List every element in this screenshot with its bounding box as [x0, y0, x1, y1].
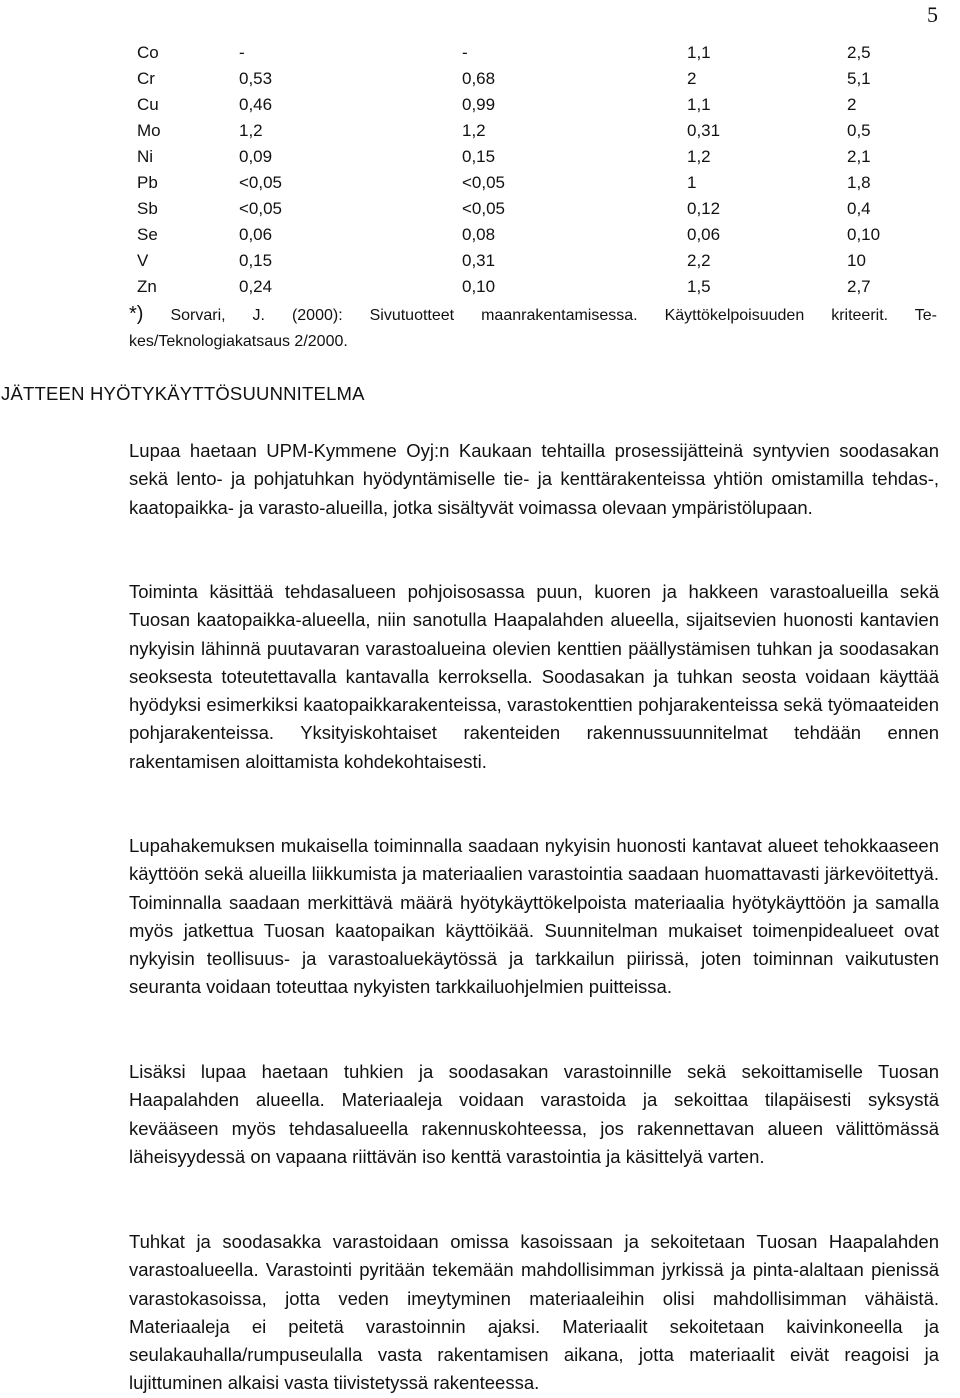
value-cell: 0,15	[462, 147, 496, 166]
value-cell: 10	[847, 251, 866, 270]
value-cell: <0,05	[239, 173, 283, 192]
table-row	[129, 222, 907, 248]
paragraph-operation-scope: Toiminta käsittää tehdasalueen pohjoisosassa puun, kuoren ja hakkeen varastoalueilla sekä Tuosan kaatopaikka-alueella, niin sanotulla Haapalahden alueella, sijaitsevien huonosti kantavien nykyisin lähinnä puutavaran varastoalueina olevien kenttien päällystämisen tuhkan ja soodasakan seoksesta toteutettavalla kantavalla kerroksella. Soodasakan ja tuhkan seosta voidaan käyttää hyödyksi esimerkiksi kaatopaikkarakenteissa, varastokenttien pohjarakenteissa sekä työmaateiden pohjarakenteissa. Yksityiskohtaiset rakenteiden rakennussuunnitelmat tehdään ennen rakentamisen aloittamista kohdekohtaisesti.	[129, 581, 939, 772]
element-symbol-cell: Co	[137, 43, 159, 62]
element-symbol-cell: Pb	[137, 173, 158, 192]
value-cell: 1,2	[239, 121, 263, 140]
section-heading: JÄTTEEN HYÖTYKÄYTTÖSUUNNITELMA	[1, 383, 365, 404]
value-cell: 1,1	[687, 43, 711, 62]
value-cell: 1,5	[687, 277, 711, 296]
element-symbol-cell: Mo	[137, 121, 161, 140]
value-cell: 2,2	[687, 251, 711, 270]
value-cell: 0,12	[687, 199, 721, 218]
element-symbol-cell: Cu	[137, 95, 159, 114]
value-cell: <0,05	[462, 173, 506, 192]
element-symbol-cell: Se	[137, 225, 158, 244]
value-cell: 0,53	[239, 69, 273, 88]
table-row	[129, 66, 907, 92]
value-cell: 0,31	[462, 251, 496, 270]
value-cell: 1	[687, 173, 697, 192]
footnote-reference-continued: kes/Teknologiakatsaus 2/2000.	[129, 333, 348, 350]
value-cell: 0,99	[462, 95, 496, 114]
element-symbol-cell: V	[137, 251, 149, 270]
value-cell: 1,2	[462, 121, 486, 140]
element-symbol-cell: Sb	[137, 199, 158, 218]
value-cell: 0,06	[687, 225, 721, 244]
value-cell: 0,24	[239, 277, 273, 296]
element-symbol-cell: Cr	[137, 69, 155, 88]
value-cell: 0,5	[847, 121, 871, 140]
table-body	[129, 40, 907, 300]
table-row	[129, 196, 907, 222]
value-cell: 0,46	[239, 95, 273, 114]
value-cell: 2	[687, 69, 697, 88]
value-cell: -	[239, 43, 245, 62]
table-row	[129, 170, 907, 196]
value-cell: 2	[847, 95, 857, 114]
value-cell: 0,08	[462, 225, 496, 244]
value-cell: 2,7	[847, 277, 871, 296]
value-cell: 0,15	[239, 251, 273, 270]
value-cell: 0,09	[239, 147, 273, 166]
value-cell: 1,1	[687, 95, 711, 114]
paragraph-storage-method: Tuhkat ja soodasakka varastoidaan omissa kasoissaan ja sekoitetaan Tuosan Haapalahden varastoalueella. Varastointi pyritään tekemään mahdollisimman jyrkissä ja pinta-alaltaan pienissä varastokasoissa, jotta veden imeytyminen materiaaleihin olisi mahdollisimman vähäistä. Materiaaleja ei peitetä varastoinnin ajaksi. Materiaalit sekoitetaan kaivinkoneella ja seulakauhalla/rumpuseulalla vasta rakentamisen aikana, jotta materiaalit eivät reagoisi ja lujittuminen alkaisi vasta tiivistetyssä rakenteessa.	[129, 1231, 939, 1394]
value-cell: <0,05	[462, 199, 506, 218]
element-concentration-table	[129, 40, 907, 300]
footnote-reference: Sorvari, J. (2000): Sivutuotteet maanrakentamisessa. Käyttökelpoisuuden kriteerit. Te-	[170, 307, 938, 324]
paragraph-benefits: Lupahakemuksen mukaisella toiminnalla saadaan nykyisin huonosti kantavat alueet tehokkaaseen käyttöön sekä alueilla liikkumista ja materiaalien varastointia saadaan huomattavasti järkevöitettyä. Toiminnalla saadaan merkittävä määrä hyötykäyttökelpoista materiaalia hyötykäyttöön ja samalla myös jatkettua Tuosan kaatopaikan käyttöikää. Suunnitelman mukaiset toimenpidealueet ovat nykyisin teollisuus- ja varastoaluekäytössä ja tarkkailun piirissä, joten toiminnan vaikutusten seuranta voidaan toteuttaa nykyisten tarkkailuohjelmien puitteissa.	[129, 835, 939, 998]
value-cell: 1,8	[847, 173, 871, 192]
page-number: 5	[927, 2, 938, 27]
value-cell: 1,2	[687, 147, 711, 166]
value-cell: 0,10	[847, 225, 881, 244]
value-cell: -	[462, 43, 468, 62]
paragraph-storage-permit: Lisäksi lupaa haetaan tuhkien ja soodasakan varastoinnille sekä sekoittamiselle Tuosan Haapalahden alueella. Materiaaleja voidaan varastoida ja sekoittaa tilapäisesti syksystä kevääseen myös tehdasalueella rakennuskohteessa, jos rakennettavan alueen välittömässä läheisyydessä on vapaana riittävän iso kenttä varastointia ja käsittelyä varten.	[129, 1061, 939, 1167]
table-row	[129, 118, 907, 144]
value-cell: 0,10	[462, 277, 496, 296]
element-symbol-cell: Zn	[137, 277, 157, 296]
paragraph-permit-application: Lupaa haetaan UPM-Kymmene Oyj:n Kaukaan tehtailla prosessijätteinä syntyvien soodasakan sekä lento- ja pohjatuhkan hyödyntämiselle tie- ja kenttärakenteissa yhtiön omistamilla tehdas-, kaatopaikka- ja varasto-alueilla, jotka sisältyvät voimassa olevaan ympäristölupaan.	[129, 440, 939, 518]
element-symbol-cell: Ni	[137, 147, 154, 166]
table-row	[129, 92, 907, 118]
footnote-mark: *)	[129, 303, 144, 325]
table-row	[129, 40, 907, 66]
value-cell: 0,4	[847, 199, 871, 218]
value-cell: 0,68	[462, 69, 496, 88]
value-cell: 2,1	[847, 147, 871, 166]
footnote	[129, 300, 937, 330]
table-row	[129, 274, 907, 300]
value-cell: 0,06	[239, 225, 273, 244]
table-row	[129, 248, 907, 274]
table-row	[129, 144, 907, 170]
value-cell: 5,1	[847, 69, 871, 88]
value-cell: 2,5	[847, 43, 871, 62]
value-cell: 0,31	[687, 121, 721, 140]
value-cell: <0,05	[239, 199, 283, 218]
